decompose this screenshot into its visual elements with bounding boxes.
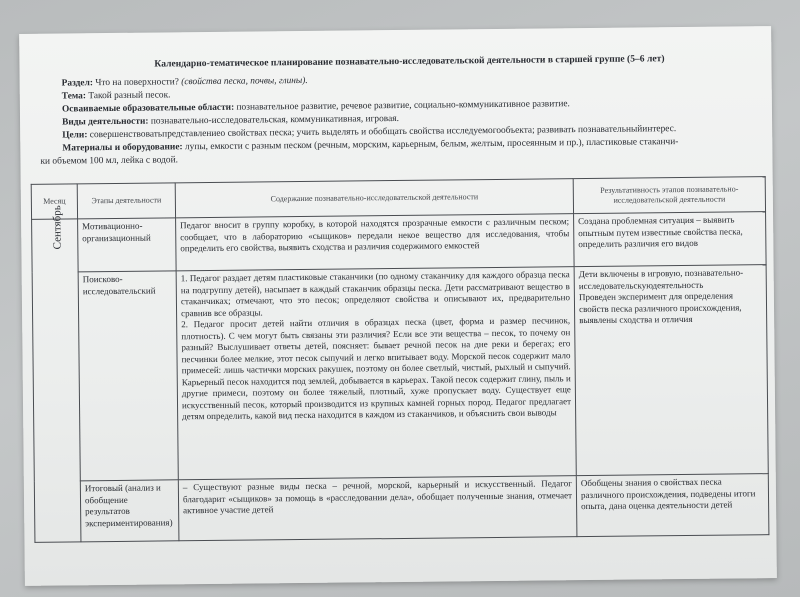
activities-value: познавательно-исследовательская, коммуникативная, игровая.	[150, 113, 399, 127]
stage-cell: Поисково-исследовательский	[78, 271, 178, 481]
content-paragraph: 2. Педагог просит детей найти отличия в образцах песка (цвет, форма и размер песчинок, плотность). С чем могут быть связаны эти различия? Если все эти вещества – песок, то почему он разный? Выслушивает ответы детей, поясняет: бывает речной песок на дне реки и берегах; его песчинки более мелкие, этот песок сыпучий и легко впитывает воду. Морской песок содержит мало примесей: лишь частички морских ракушек, поэтому он более светлый, чистый, рыхлый и сыпучий. Карьерный песок находится под землей, добывается в карьерах. Такой песок содержит глину, пыль и другие примеси, поэтому он более тяжелый, плотный, хуже пропускает воду. Существует еще искусственный песок, который производится из крупных камней горных пород. Педагог предлагает детям определить, какой вид песка находится в каждом из стаканчиков, и объяснить свои выводы	[181, 315, 572, 422]
content-cell	[176, 214, 575, 271]
result-paragraph: Проведен эксперимент для определения свойств песка различного происхождения, выявлены сходства и отличия	[578, 290, 742, 326]
stage-cell: Итоговый (анализ и обобщение результатов экспериментирования)	[80, 480, 179, 542]
materials-value: лупы, емкости с разным песком (речным, морским, карьерным, белым, желтым, просеянным и пр.), пластиковые стаканчи-	[184, 137, 679, 153]
month-label: Сентябрь	[51, 205, 64, 250]
content-cell	[176, 267, 576, 480]
table-row	[34, 474, 769, 543]
stage-cell: Мотивационно-организационный	[78, 218, 177, 272]
content-paragraph: 1. Педагог раздает детям пластиковые стаканчики (по одному стаканчику для каждого образца песка на подгруппу детей), насыпает в каждый стаканчик образцы песка. Дети рассматривают вещество в стаканчиках; отмечают, что это песок; определяют свойства и описывают их, предварительно сравнив все образцы.	[180, 269, 570, 318]
result-cell	[574, 212, 767, 267]
theme-label: Тема:	[61, 91, 87, 102]
result-cell	[576, 474, 769, 537]
result-cell	[574, 265, 768, 476]
section-note: (свойства песка, почвы, глины).	[181, 75, 308, 88]
areas-value: познавательное развитие, речевое развитие, социально-коммуникативное развитие.	[236, 99, 570, 113]
document-sheet	[19, 26, 777, 586]
plan-table	[31, 176, 770, 543]
materials-label: Материалы и оборудование:	[62, 142, 183, 154]
header-month: Месяц	[31, 184, 77, 219]
table-row	[32, 265, 768, 482]
document-meta	[40, 70, 761, 169]
table-row	[32, 212, 767, 273]
meta-materials-continued: ки объемом 100 мл, лейка с водой.	[40, 155, 178, 167]
header-content: Содержание познавательно-исследовательской деятельности	[175, 179, 573, 218]
header-result: Результативность этапов познавательно-исследовательской деятельности	[573, 177, 765, 214]
table-body	[32, 205, 769, 543]
goals-value: совершенствоватьпредставлениео свойствах песка; учить выделять и обобщать свойства исследуемогообъекта; развивать познавательныйинтерес.	[89, 124, 677, 141]
content-paragraph: Педагог вносит в группу коробку, в которой находятся прозрачные емкости с различным песком; сообщает, что в лабораторию «сыщиков» передали некое вещество для исследования, чтобы определить его свойства, выявить сходства и различия содержимого емкостей	[180, 216, 570, 254]
content-cell	[178, 476, 577, 541]
header-stage: Этапы деятельности	[77, 183, 175, 219]
section-value: Что на поверхности?	[95, 77, 179, 89]
areas-label: Осваиваемые образовательные области:	[61, 102, 235, 115]
result-paragraph: Обобщены знания о свойствах песка различного происхождения, подведены итоги опыта, дана оценка деятельности детей	[580, 476, 756, 512]
section-label: Раздел:	[61, 78, 94, 89]
document-title: Календарно-тематическое планирование познавательно-исследовательской деятельности в старшей группе (5–6 лет)	[154, 53, 665, 70]
month-cell	[32, 205, 81, 542]
result-paragraph: Дети включены в игровую, познавательно-исследовательскуюдеятельность	[578, 267, 744, 291]
theme-value: Такой разный песок.	[88, 90, 171, 102]
content-paragraph: – Существуют разные виды песка – речной, морской, карьерный и искусственный. Педагог благодарит «сыщиков» за помощь в «расследовании дела», обобщает полученные знания, отмечает активное участие детей	[182, 478, 573, 516]
result-paragraph: Создана проблемная ситуация – выявить опытным путем известные свойства песка, определить различия его видов	[578, 214, 743, 250]
goals-label: Цели:	[62, 130, 88, 141]
activities-label: Виды деятельности:	[62, 116, 149, 128]
